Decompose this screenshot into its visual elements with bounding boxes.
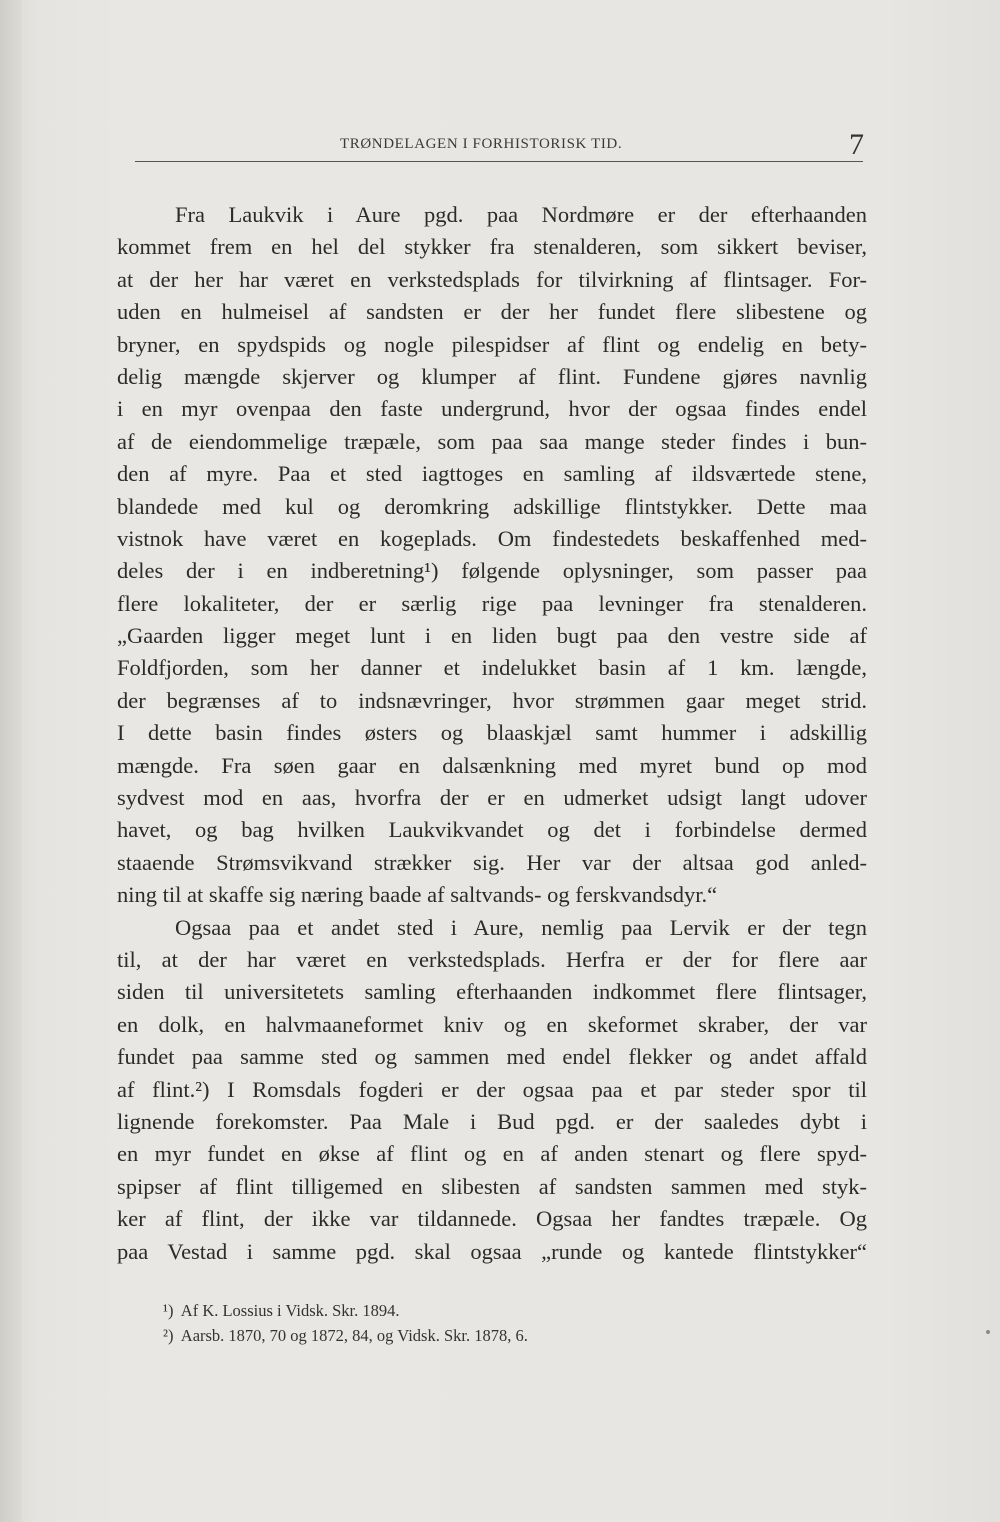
text-line: staaende Strømsvikvand strækker sig. Her var der altsaa god anled- [117,849,867,875]
text-line: lignende forekomster. Paa Male i Bud pgd. er der saaledes dybt i [117,1108,867,1134]
text-line: paa Vestad i samme pgd. skal ogsaa „runde og kantede flintstykker“ [117,1238,867,1264]
footnotes [163,1298,763,1348]
text-line: at der her har været en verkstedsplads for tilvirkning af flintsager. For- [117,266,867,292]
text-line: sydvest mod en aas, hvorfra der er en udmerket udsigt langt udover [117,785,867,811]
running-title: TRØNDELAGEN I FORHISTORISK TID. [340,136,623,152]
text-line: Ogsaa paa et andet sted i Aure, nemlig paa Lervik er der tegn [175,914,867,940]
text-line: en myr fundet en økse af flint og en af anden stenart og flere spyd- [117,1141,867,1167]
text-line: „Gaarden ligger meget lunt i en liden bugt paa den vestre side af [117,623,867,649]
text-line: Fra Laukvik i Aure pgd. paa Nordmøre er der efterhaanden [175,202,867,227]
footnote-2: ²) Aarsb. 1870, 70 og 1872, 84, og Vidsk. Skr. 1878, 6. [163,1326,528,1345]
body-text [117,199,867,1268]
text-line: i en myr ovenpaa den faste undergrund, hvor der ogsaa findes endel [117,396,867,422]
text-line: blandede med kul og deromkring adskillige flintstykker. Dette maa [117,493,867,519]
text-line: der begrænses af to indsnævringer, hvor strømmen gaar meget strid. [117,687,867,713]
text-line: uden en hulmeisel af sandsten er der her fundet flere slibestene og [117,299,867,325]
text-line: ning til at skaffe sig næring baade af saltvands- og ferskvandsdyr.“ [117,882,718,908]
page-number: 7 [849,128,864,161]
text-line: delig mængde skjerver og klumper af flint. Fundene gjøres navnlig [117,363,867,389]
running-header [118,128,868,162]
text-line: kommet frem en hel del stykker fra stenalderen, som sikkert beviser, [117,234,867,260]
header-rule [135,161,863,162]
text-line: fundet paa samme sted og sammen med endel flekker og andet affald [117,1044,867,1070]
text-line: flere lokaliteter, der er særlig rige paa levninger fra stenalderen. [117,590,867,616]
text-line: siden til universitetets samling efterhaanden indkommet flere flintsager, [117,979,867,1005]
text-line: havet, og bag hvilken Laukvikvandet og det i forbindelse dermed [117,817,867,843]
footnote-1: ¹) Af K. Lossius i Vidsk. Skr. 1894. [163,1301,400,1320]
binding-shadow [0,0,22,1522]
text-line: vistnok have været en kogeplads. Om findestedets beskaffenhed med- [117,525,867,551]
text-line: af flint.²) I Romsdals fogderi er der ogsaa paa et par steder spor til [117,1076,867,1102]
paper-speck [986,1330,990,1334]
text-line: Foldfjorden, som her danner et indelukket basin af 1 km. længde, [117,655,867,681]
text-line: deles der i en indberetning¹) følgende oplysninger, som passer paa [117,558,867,584]
text-line: til, at der har været en verkstedsplads. Herfra er der for flere aar [117,946,867,972]
text-line: mængde. Fra søen gaar en dalsænkning med myret bund op mod [117,752,867,778]
text-line: af de eiendommelige træpæle, som paa saa mange steder findes i bun- [117,428,867,454]
text-line: den af myre. Paa et sted iagttoges en samling af ildsværtede stene, [117,461,867,487]
text-line: bryner, en spydspids og nogle pilespidser af flint og endelig en bety- [117,331,867,357]
text-line: spipser af flint tilligemed en slibesten af sandsten sammen med styk- [117,1173,867,1199]
text-line: ker af flint, der ikke var tildannede. Ogsaa her fandtes træpæle. Og [117,1206,867,1232]
text-line: I dette basin findes østers og blaaskjæl samt hummer i adskillig [117,720,867,746]
text-line: en dolk, en halvmaaneformet kniv og en skeformet skraber, der var [117,1011,867,1037]
